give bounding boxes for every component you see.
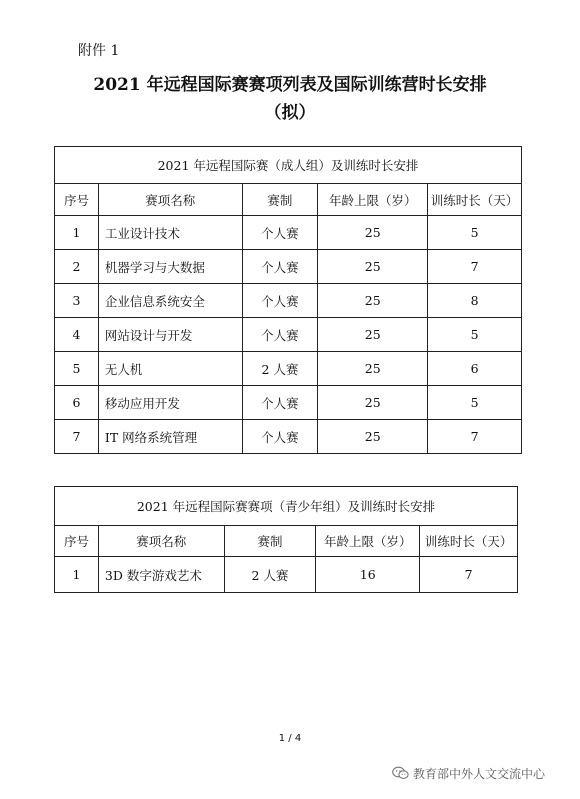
cell-format: 个人赛 [242, 216, 318, 250]
cell-event-name: 机器学习与大数据 [98, 250, 242, 284]
adult-table-caption: 2021 年远程国际赛（成人组）及训练时长安排 [55, 147, 522, 184]
watermark-text: 教育部中外人文交流中心 [413, 766, 546, 781]
table-row [55, 352, 522, 386]
cell-age-limit: 16 [316, 557, 420, 593]
cell-age-limit: 25 [318, 250, 428, 284]
cell-event-name: IT 网络系统管理 [98, 420, 242, 454]
cell-index: 1 [55, 216, 99, 250]
header-event-name: 赛项名称 [98, 526, 224, 557]
adult-schedule-table [54, 146, 522, 454]
cell-age-limit: 25 [318, 216, 428, 250]
cell-format: 个人赛 [242, 284, 318, 318]
cell-training-days: 8 [428, 284, 522, 318]
cell-index: 3 [55, 284, 99, 318]
cell-index: 1 [55, 557, 99, 593]
cell-training-days: 5 [428, 386, 522, 420]
cell-format: 个人赛 [242, 420, 318, 454]
cell-event-name: 企业信息系统安全 [98, 284, 242, 318]
table-row [55, 284, 522, 318]
header-format: 赛制 [242, 184, 318, 216]
document-subtitle: （拟） [264, 103, 316, 123]
cell-training-days: 7 [428, 420, 522, 454]
header-training-days: 训练时长（天） [428, 184, 522, 216]
cell-index: 5 [55, 352, 99, 386]
table-row [55, 386, 522, 420]
cell-event-name: 网站设计与开发 [98, 318, 242, 352]
document-title: 2021 年远程国际赛赛项列表及国际训练营时长安排 [93, 75, 487, 95]
cell-event-name: 无人机 [98, 352, 242, 386]
watermark [392, 764, 545, 782]
cell-format: 个人赛 [242, 386, 318, 420]
cell-training-days: 5 [428, 216, 522, 250]
wechat-icon [392, 766, 409, 780]
cell-event-name: 移动应用开发 [98, 386, 242, 420]
annex-label: 附件 1 [78, 43, 120, 59]
header-format: 赛制 [224, 526, 316, 557]
table-row [55, 557, 518, 593]
header-index: 序号 [55, 184, 99, 216]
table-row [55, 318, 522, 352]
header-event-name: 赛项名称 [98, 184, 242, 216]
table-row [55, 216, 522, 250]
table-row [55, 420, 522, 454]
cell-training-days: 5 [428, 318, 522, 352]
cell-format: 个人赛 [242, 318, 318, 352]
cell-event-name: 3D 数字游戏艺术 [98, 557, 224, 593]
cell-training-days: 7 [428, 250, 522, 284]
cell-age-limit: 25 [318, 352, 428, 386]
cell-age-limit: 25 [318, 284, 428, 318]
header-age-limit: 年龄上限（岁） [318, 184, 428, 216]
cell-format: 2 人赛 [242, 352, 318, 386]
cell-index: 4 [55, 318, 99, 352]
cell-index: 6 [55, 386, 99, 420]
cell-age-limit: 25 [318, 318, 428, 352]
header-index: 序号 [55, 526, 99, 557]
youth-table-caption: 2021 年远程国际赛赛项（青少年组）及训练时长安排 [55, 487, 518, 526]
header-age-limit: 年龄上限（岁） [316, 526, 420, 557]
cell-age-limit: 25 [318, 420, 428, 454]
page-number: 1 / 4 [278, 733, 302, 744]
cell-training-days: 7 [420, 557, 518, 593]
youth-schedule-table [54, 486, 518, 593]
table-row [55, 250, 522, 284]
cell-index: 7 [55, 420, 99, 454]
cell-format: 2 人赛 [224, 557, 316, 593]
cell-training-days: 6 [428, 352, 522, 386]
cell-age-limit: 25 [318, 386, 428, 420]
cell-index: 2 [55, 250, 99, 284]
header-training-days: 训练时长（天） [420, 526, 518, 557]
cell-format: 个人赛 [242, 250, 318, 284]
cell-event-name: 工业设计技术 [98, 216, 242, 250]
